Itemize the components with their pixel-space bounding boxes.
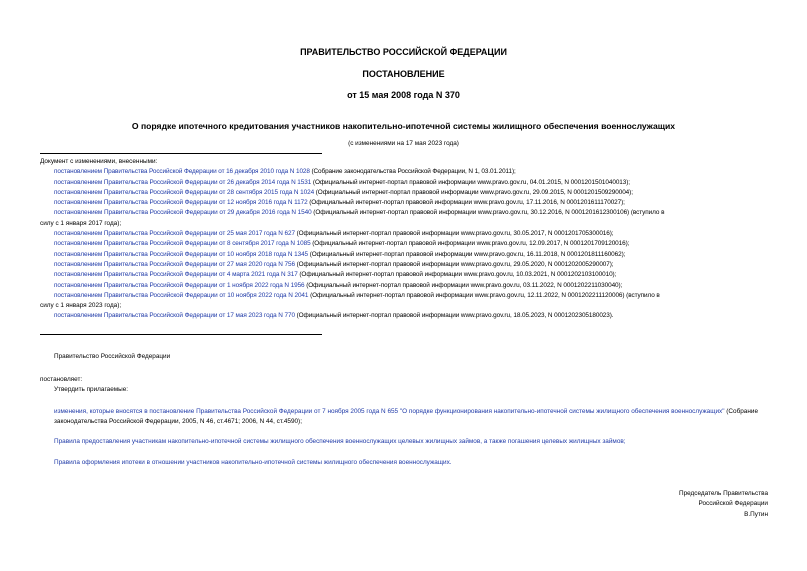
approved-item-2-link[interactable]: Правила предоставления участникам накопительно-ипотечной системы жилищного обеспечения военнослужащих целевых жилищных займов, а также погашения целевых жилищных займов;	[54, 438, 626, 445]
approved-item-1-text: (Собрание законодательства Российской Федерации, 2005, N 46, ст.4671; 2006, N 44, ст.4590);	[54, 408, 758, 426]
approved-item-3	[40, 458, 782, 468]
change-entry-link[interactable]: постановлением Правительства Российской Федерации от 16 декабря 2010 года N 1028	[54, 168, 310, 176]
approved-item-1	[40, 407, 782, 428]
body-approve: Утвердить прилагаемые:	[54, 386, 129, 393]
approved-item-1-link[interactable]: изменения, которые вносятся в постановление Правительства Российской Федерации от 7 ноября 2005 года N 655 "О порядке функционирования накопительно-ипотечной системы жилищного обеспечения военнослужащих"	[54, 408, 725, 415]
change-entry-text: (Официальный интернет-портал правовой информации www.pravo.gov.ru, 03.11.2022, N 0001202211030040);	[304, 281, 623, 289]
approved-item-2	[40, 437, 782, 447]
bottom-divider	[40, 334, 322, 335]
change-entry-link[interactable]: постановлением Правительства Российской Федерации от 12 ноября 2016 года N 1172	[54, 199, 308, 207]
changes-items	[40, 167, 768, 321]
change-entry-link[interactable]: постановлением Правительства Российской Федерации от 25 мая 2017 года N 627	[54, 230, 295, 238]
document-date-number: от 15 мая 2008 года N 370	[347, 90, 460, 100]
change-entry	[40, 198, 768, 208]
change-entry-link[interactable]: постановлением Правительства Российской Федерации от 27 мая 2020 года N 756	[54, 260, 295, 268]
change-entry	[40, 291, 768, 301]
change-entry	[40, 178, 768, 188]
signature-title-line2: Российской Федерации	[698, 500, 768, 508]
change-entry	[40, 229, 768, 239]
change-entry-text: (Официальный интернет-портал правовой информации www.pravo.gov.ru, 12.11.2022, N 0001202211120006) (вступило в	[308, 291, 660, 299]
change-entry-link[interactable]: постановлением Правительства Российской Федерации от 8 сентября 2017 года N 1085	[54, 240, 311, 248]
signature-name: В.Путин	[744, 510, 768, 518]
approved-item-3-link[interactable]: Правила оформления ипотеки в отношении участников накопительно-ипотечной системы жилищного обеспечения военнослужащих.	[54, 459, 452, 466]
change-entry-text: (Официальный интернет-портал правовой информации www.pravo.gov.ru, 18.05.2023, N 0001202305180023).	[294, 312, 614, 320]
document-subtitle: (с изменениями на 17 мая 2023 года)	[348, 140, 459, 147]
body-decrees: постановляет:	[40, 376, 83, 383]
change-entry-link[interactable]: постановлением Правительства Российской Федерации от 29 декабря 2016 года N 1540	[54, 209, 312, 217]
change-entry-continuation: силу с 1 января 2023 года);	[40, 302, 122, 310]
change-entry-text: (Официальный интернет-портал правовой информации www.pravo.gov.ru, 30.05.2017, N 0001201705300016);	[294, 230, 614, 238]
change-entry-link[interactable]: постановлением Правительства Российской Федерации от 26 декабря 2014 года N 1531	[54, 178, 312, 186]
change-entry-link[interactable]: постановлением Правительства Российской Федерации от 10 ноября 2018 года N 1345	[54, 250, 309, 258]
change-entry-text: (Официальный интернет-портал правовой информации www.pravo.gov.ru, 17.11.2016, N 0001201611170027);	[307, 199, 625, 207]
changes-intro: Документ с изменениями, внесенными:	[40, 158, 158, 165]
change-entry	[40, 270, 768, 280]
change-entry-text: (Собрание законодательства Российской Федерации, N 1, 03.01.2011);	[309, 168, 516, 176]
document-title: О порядке ипотечного кредитования участников накопительно-ипотечной системы жилищного обеспечения военнослужащих	[131, 121, 676, 131]
change-entry-link[interactable]: постановлением Правительства Российской Федерации от 1 ноября 2022 года N 1956	[54, 281, 305, 289]
change-entry	[40, 311, 768, 321]
change-entry-link[interactable]: постановлением Правительства Российской Федерации от 17 мая 2023 года N 770	[54, 312, 295, 320]
change-entry	[40, 260, 768, 270]
change-entry-text: (Официальный интернет-портал правовой информации www.pravo.gov.ru, 12.09.2017, N 0001201709120016);	[310, 240, 630, 248]
change-entry-text: (Официальный интернет-портал правовой информации www.pravo.gov.ru, 30.12.2016, N 0001201612300106) (вступило в	[311, 209, 665, 217]
change-entry	[40, 188, 768, 198]
change-entry	[40, 167, 768, 177]
changes-list	[40, 157, 768, 322]
government-heading: ПРАВИТЕЛЬСТВО РОССИЙСКОЙ ФЕДЕРАЦИИ	[300, 47, 507, 57]
change-entry-continuation: силу с 1 января 2017 года);	[40, 219, 122, 227]
change-entry	[40, 208, 768, 218]
top-divider	[40, 153, 322, 154]
change-entry-text: (Официальный интернет-портал правовой информации www.pravo.gov.ru, 29.09.2015, N 0001201509290004);	[314, 188, 633, 196]
change-entry-link[interactable]: постановлением Правительства Российской Федерации от 28 сентября 2015 года N 1024	[54, 188, 315, 196]
document-type-heading: ПОСТАНОВЛЕНИЕ	[362, 69, 445, 79]
change-entry-text: (Официальный интернет-портал правовой информации www.pravo.gov.ru, 10.03.2021, N 0001202103100010);	[297, 271, 617, 279]
signature-title-line1: Председатель Правительства	[679, 490, 768, 497]
change-entry-text: (Официальный интернет-портал правовой информации www.pravo.gov.ru, 16.11.2018, N 0001201811160062);	[308, 250, 626, 258]
change-entry-link[interactable]: постановлением Правительства Российской Федерации от 4 марта 2021 года N 317	[54, 271, 298, 279]
change-entry-text: (Официальный интернет-портал правовой информации www.pravo.gov.ru, 04.01.2015, N 0001201501040013);	[311, 178, 631, 186]
change-entry-link[interactable]: постановлением Правительства Российской Федерации от 10 ноября 2022 года N 2041	[54, 291, 309, 299]
change-entry-text: (Официальный интернет-портал правовой информации www.pravo.gov.ru, 29.05.2020, N 0001202005290007);	[294, 260, 614, 268]
signature-block	[560, 489, 768, 520]
change-entry	[40, 239, 768, 249]
change-entry	[40, 281, 768, 291]
change-entry	[40, 250, 768, 260]
body-government: Правительство Российской Федерации	[54, 353, 171, 360]
